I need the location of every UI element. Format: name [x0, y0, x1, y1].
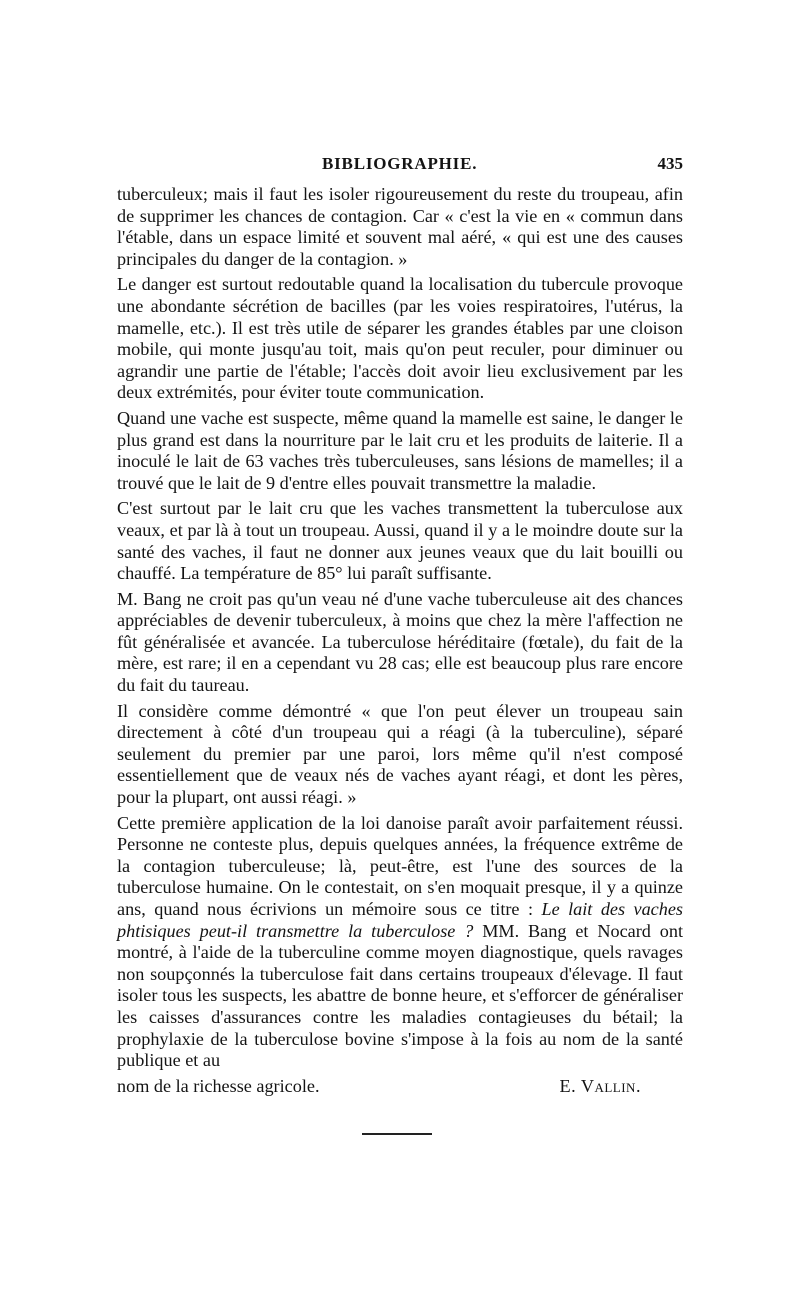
- paragraph: Il considère comme démontré « que l'on peut élever un troupeau sain directement à côté d'un troupeau qui a réagi (à la tuberculine), séparé seulement du premier par une paroi, lors même qu'il n'est composé essentiellement que de veaux nés de vaches ayant réagi, et dont les pères, pour la plupart, ont aussi réagi. »: [117, 700, 683, 808]
- paragraph: Le danger est surtout redoutable quand la localisation du tubercule provoque une abondante sécrétion de bacilles (par les voies respiratoires, l'utérus, la mamelle, etc.). Il est très utile de séparer les grandes étables par une cloison mobile, qui monte jusqu'au toit, mais qu'on peut reculer, pour diminuer ou agrandir une partie de l'étable; l'accès doit avoir lieu exclusivement par les deux extrémités, pour éviter toute communication.: [117, 274, 683, 403]
- page: [117, 150, 683, 1135]
- section-end-rule: [362, 1133, 432, 1135]
- final-text-before-title: Cette première application de la loi danoise paraît avoir parfaitement réussi. Personne ne conteste plus, depuis quelques années, la fréquence extrême de la contagion tuberculeuse; là, peut-être, est l'une des sources de la tuberculose humaine. On le contestait, on s'en moquait presque, il y a quinze ans, quand nous écrivions un mémoire sous ce titre :: [117, 812, 683, 919]
- final-text-after-title: MM. Bang et Nocard ont montré, à l'aide de la tuberculine comme moyen diagnostique, quels ravages non soupçonnés la tuberculose fait dans certains troupeaux d'élevage. Il faut isoler tous les suspects, les abattre de bonne heure, et s'efforcer de généraliser les caisses d'assurances contre les maladies contagieuses du bétail; la prophylaxie de la tuberculose bovine s'impose à la fois au nom de la santé publique et au: [117, 920, 684, 1071]
- closing-text: nom de la richesse agricole.: [117, 1075, 320, 1096]
- author-signature: E. Vallin.: [559, 1075, 641, 1096]
- cited-work-title: Le lait des vaches phtisiques peut-il transmettre la tuberculose ?: [117, 899, 683, 941]
- paragraph: C'est surtout par le lait cru que les vaches transmettent la tuberculose aux veaux, et par là à tout un troupeau. Aussi, quand il y a le moindre doute sur la santé des vaches, il faut ne donner aux jeunes veaux que du lait bouilli ou chauffé. La température de 85° lui paraît suffisante.: [117, 498, 683, 584]
- running-title: BIBLIOGRAPHIE.: [322, 154, 478, 173]
- running-head: [117, 150, 683, 184]
- paragraph-final: [117, 813, 683, 1072]
- page-number: 435: [657, 154, 683, 173]
- paragraph-continuation: tuberculeux; mais il faut les isoler rigoureusement du reste du troupeau, afin de supprimer les chances de contagion. Car « c'est la vie en « commun dans l'étable, dans un espace limité et souvent mal aéré, « qui est une des causes principales du danger de la contagion. »: [117, 184, 683, 269]
- paragraph: M. Bang ne croit pas qu'un veau né d'une vache tuberculeuse ait des chances appréciables de devenir tuberculeux, à moins que chez la mère l'affection ne fût généralisée et avancée. La tuberculose héréditaire (fœtale), du fait de la mère, est rare; il en a cependant vu 28 cas; elle est beaucoup plus rare encore du fait du taureau.: [117, 588, 683, 696]
- closing-line: [117, 1076, 683, 1098]
- paragraph: Quand une vache est suspecte, même quand la mamelle est saine, le danger le plus grand est dans la nourriture par le lait cru et les produits de laiterie. Il a inoculé le lait de 63 vaches très tuberculeuses, sans lésions de mamelles; il a trouvé que le lait de 9 d'entre elles pouvait transmettre la maladie.: [117, 407, 683, 493]
